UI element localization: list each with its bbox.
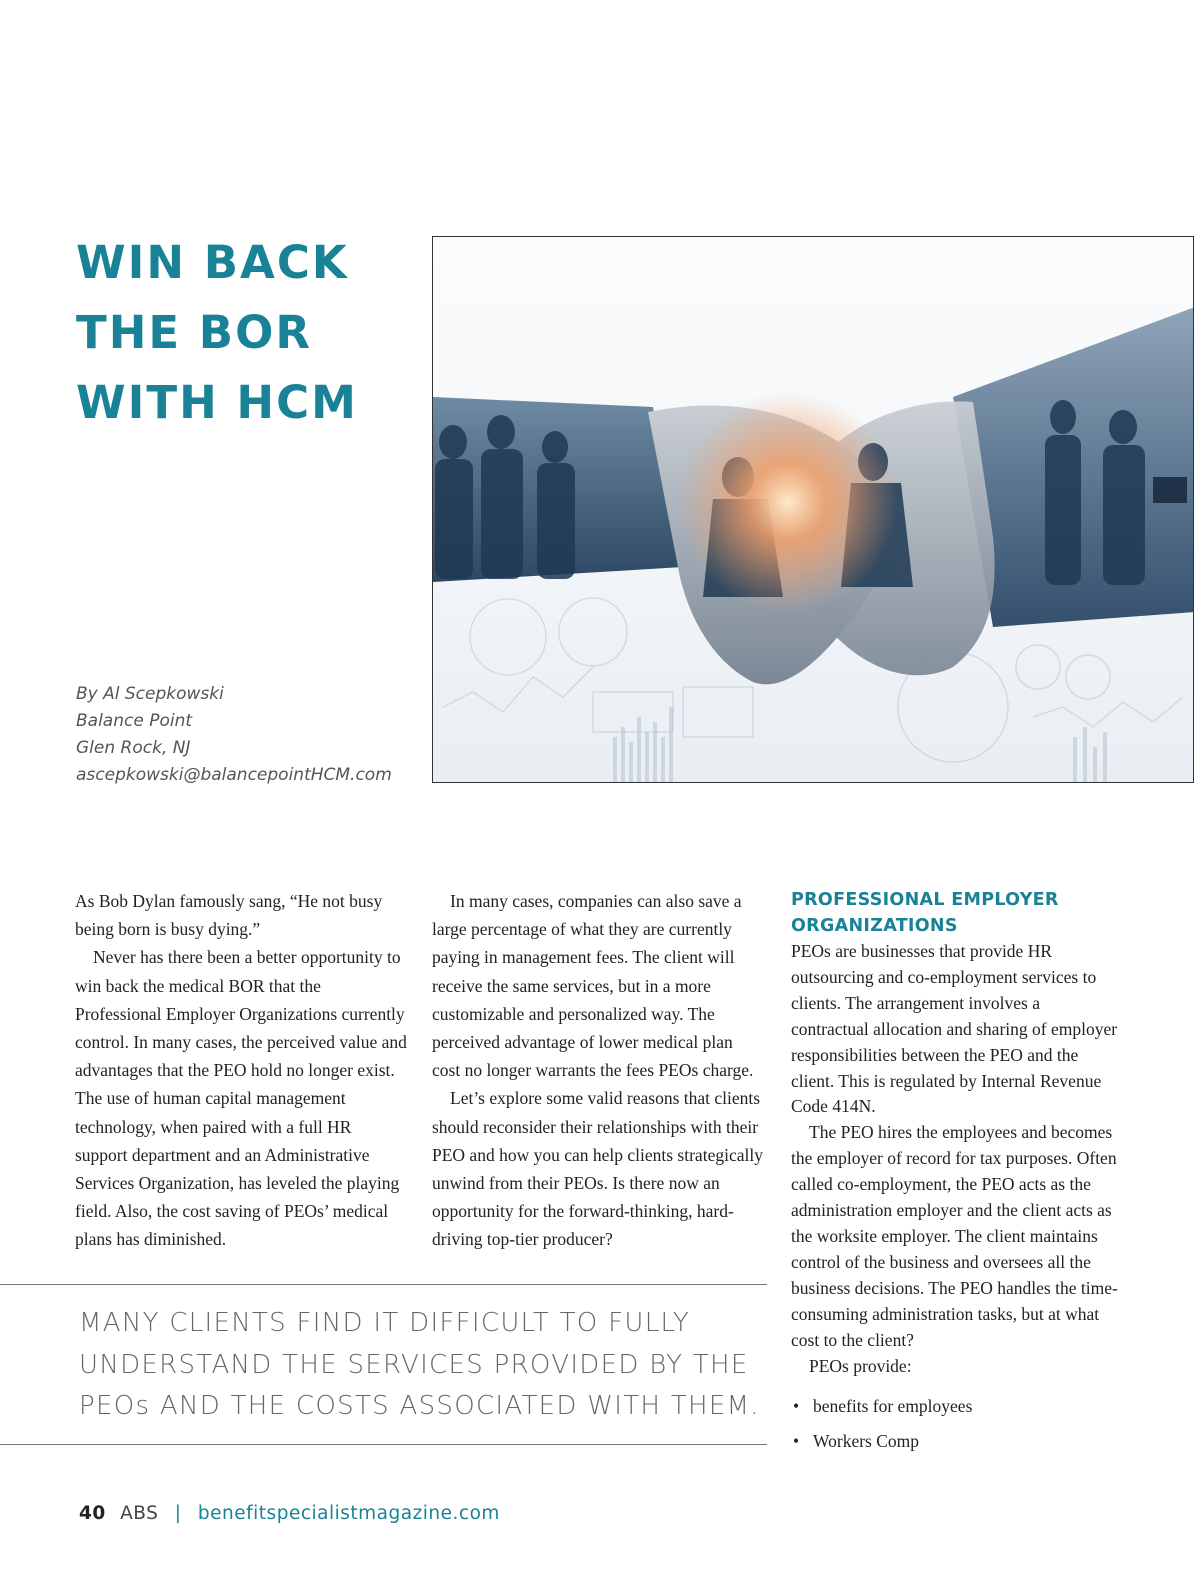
title-line: THE BOR <box>76 306 312 359</box>
author-email[interactable]: ascepkowski@balancepointHCM.com <box>76 765 392 785</box>
column-3 <box>791 888 1121 1458</box>
column-1 <box>75 887 407 1254</box>
paragraph: PEOs are businesses that provide HR outsourcing and co-employment services to clients. The arrangement involves a contractual allocation and sharing of employer responsibilities between the PEO and the client. This is regulated by Internal Revenue Code 414N. <box>791 941 1118 1117</box>
section-heading: PROFESSIONAL EMPLOYER ORGANIZATIONS <box>791 890 1059 936</box>
paragraph: As Bob Dylan famously sang, “He not busy being born is busy dying.” <box>75 891 383 940</box>
page-number: 40 <box>79 1503 106 1524</box>
bullet-list <box>791 1389 1121 1458</box>
article-photo <box>432 236 1194 783</box>
pullquote <box>79 1303 769 1428</box>
publication-name: ABS <box>120 1503 159 1524</box>
pullquote-top-rule <box>0 1284 767 1285</box>
pullquote-line: PEOs AND THE COSTS ASSOCIATED WITH THEM. <box>79 1391 760 1421</box>
pullquote-line: MANY CLIENTS FIND IT DIFFICULT TO FULLY <box>79 1308 691 1338</box>
paragraph: Never has there been a better opportunity to win back the medical BOR that the Professional Employer Organizations currently control. In many cases, the perceived value and advantages that the PEO hold no longer exist. The use of human capital management technology, when paired with a full HR support department and an Administrative Services Organization, has leveled the playing field. Also, the cost saving of PEOs’ medical plans has diminished. <box>75 947 407 1250</box>
list-item: • benefits for employees <box>813 1389 1121 1424</box>
pullquote-line: UNDERSTAND THE SERVICES PROVIDED BY THE <box>79 1349 749 1380</box>
paragraph: PEOs provide: <box>809 1355 912 1376</box>
website-link[interactable]: benefitspecialistmagazine.com <box>197 1503 500 1524</box>
title-line: WITH HCM <box>76 376 358 429</box>
paragraph: In many cases, companies can also save a large percentage of what they are currently paying in management fees. The client will receive the same services, but in a more customizable and personalized way. The perceived advantage of lower medical plan cost no longer warrants the fees PEOs charge. <box>432 891 754 1081</box>
paragraph: Let’s explore some valid reasons that clients should reconsider their relationships with their PEO and how you can help clients strategically unwind from their PEOs. Is there now an opportunity for the forward-thinking, hard-driving top-tier producer? <box>432 1088 763 1250</box>
column-2 <box>432 887 764 1254</box>
article-title <box>76 228 358 438</box>
author-location: Glen Rock, NJ <box>76 738 191 758</box>
title-line: WIN BACK <box>76 236 349 289</box>
handshake-photo <box>433 237 1194 783</box>
footer-separator: | <box>174 1503 182 1524</box>
pullquote-bottom-rule <box>0 1444 767 1445</box>
paragraph: The PEO hires the employees and becomes the employer of record for tax purposes. Often called co-employment, the PEO acts as the administration employer and the client acts as the worksite employer. The client maintains control of the business and oversees all the business decisions. The PEO handles the time-consuming administration tasks, but at what cost to the client? <box>791 1122 1118 1350</box>
author-company: Balance Point <box>76 711 193 731</box>
author-name: By Al Scepkowski <box>76 684 224 704</box>
page-footer <box>79 1503 500 1524</box>
byline <box>76 681 392 789</box>
list-item: • Workers Comp <box>813 1424 1121 1459</box>
